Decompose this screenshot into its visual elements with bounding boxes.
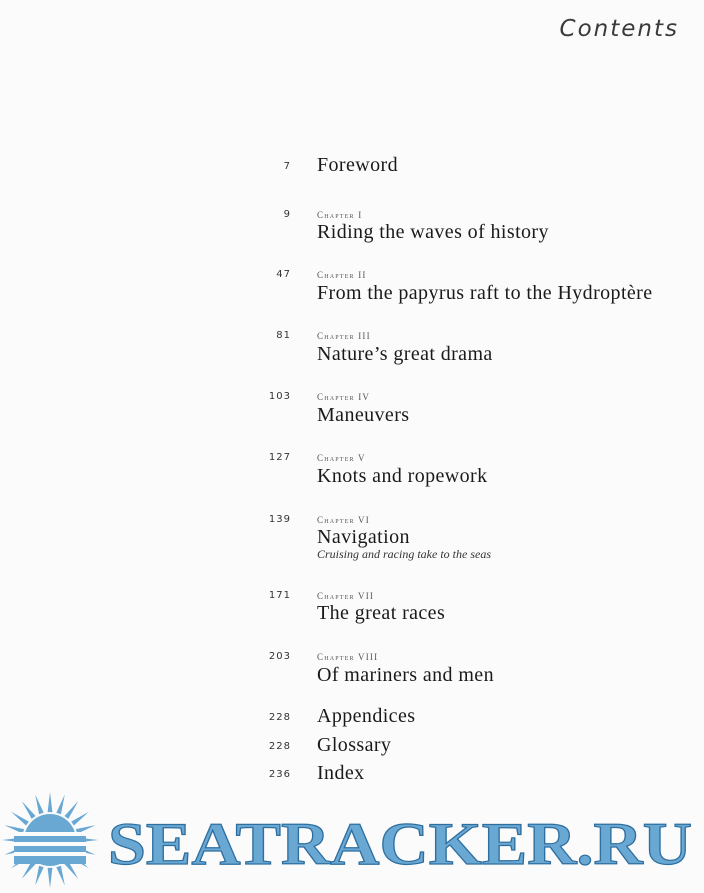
- toc-chapter-label: Chapter V: [317, 453, 366, 463]
- toc-chapter-label: Chapter IV: [317, 392, 371, 402]
- sun-ray: [64, 801, 78, 819]
- sun-ray: [56, 866, 65, 886]
- toc-page-number: 236: [268, 769, 291, 780]
- sun-ray: [35, 866, 44, 886]
- toc-page-number: 203: [268, 651, 291, 662]
- page-title: Contents: [559, 16, 679, 42]
- toc-page-number: 7: [283, 161, 291, 172]
- toc-chapter-label: Chapter VI: [317, 515, 370, 525]
- toc-title: Knots and ropework: [317, 465, 488, 487]
- toc-title: Of mariners and men: [317, 664, 494, 686]
- toc-page-number: 103: [268, 391, 291, 402]
- watermark: [0, 788, 704, 893]
- sun-ray: [48, 792, 53, 812]
- toc-chapter-label: Chapter VII: [317, 591, 375, 601]
- toc-title: Nature’s great drama: [317, 343, 493, 365]
- toc-page-number: 81: [276, 330, 291, 341]
- watermark-text: SEATRACKER.RU: [108, 811, 692, 877]
- toc-chapter-label: Chapter III: [317, 331, 371, 341]
- toc-page-number: 9: [283, 209, 291, 220]
- toc-title: The great races: [317, 602, 446, 624]
- sun-over-water-icon: [2, 792, 98, 888]
- toc-chapter-label: Chapter I: [317, 210, 363, 220]
- toc-page-number: 228: [268, 741, 291, 752]
- sun-ray: [35, 794, 44, 814]
- toc-chapter-label: Chapter II: [317, 270, 367, 280]
- toc-page-number: 127: [268, 452, 291, 463]
- sun-ray: [48, 868, 53, 888]
- toc-page-number: 171: [268, 590, 291, 601]
- sun-ray: [71, 812, 89, 826]
- toc-title: From the papyrus raft to the Hydroptère: [317, 282, 653, 304]
- toc-title: Appendices: [317, 705, 416, 727]
- toc-title: Foreword: [317, 154, 398, 176]
- toc-title: Glossary: [317, 734, 392, 756]
- toc-subtitle: Cruising and racing take to the seas: [317, 547, 491, 561]
- toc-title: Maneuvers: [317, 404, 410, 426]
- toc-page-number: 228: [268, 712, 291, 723]
- toc-title: Navigation: [317, 526, 410, 548]
- toc-page-number: 139: [268, 514, 291, 525]
- toc-page-number: 47: [276, 269, 291, 280]
- toc-title: Riding the waves of history: [317, 221, 549, 243]
- sun-ray: [11, 812, 29, 826]
- toc-chapter-label: Chapter VIII: [317, 652, 379, 662]
- toc-title: Index: [317, 762, 365, 784]
- sun-ray: [56, 794, 65, 814]
- sun-ray: [22, 801, 36, 819]
